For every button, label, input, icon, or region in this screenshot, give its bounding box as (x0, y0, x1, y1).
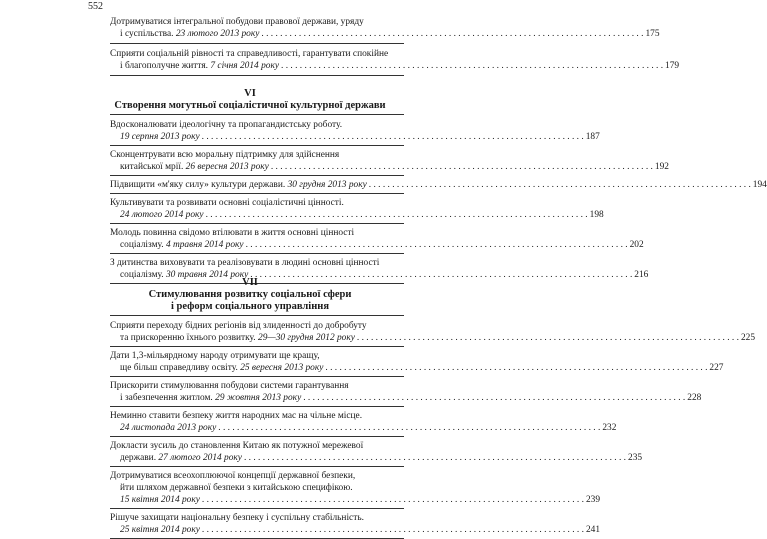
entry-title-line: Сконцентрувати всю моральну підтримку для здійснення (110, 150, 340, 160)
leader-dots: . . . . . . . . . . . . . . . . . . . . . . . . . . . . . . . . . . . . . . . . . . . . . . . . . . . . . . . . . . . . . . . . . . . . . . . . . . . . . . . . . . (270, 162, 653, 172)
entry-title-line: Сприяти соціальній рівності та справедливості, гарантувати спокійне (110, 49, 389, 59)
toc-entry[interactable] (110, 440, 643, 464)
entry-page-number: 228 (687, 393, 702, 403)
page-number: 552 (88, 1, 103, 12)
entry-title-line (120, 494, 200, 506)
leader-dots: . . . . . . . . . . . . . . . . . . . . . . . . . . . . . . . . . . . . . . . . . . . . . . . . . . . . . . . . . . . . . . . . . . . . . . . . . . . . . . . . . . (243, 453, 627, 463)
entry-title-line: соціалізму. 30 травня 2014 року (120, 270, 249, 280)
entry-title-line (120, 422, 216, 434)
entry-date: 15 квітня 2014 року (120, 495, 200, 505)
entry-page-number: 241 (585, 525, 601, 535)
toc-entry[interactable] (110, 380, 702, 404)
toc-entry[interactable] (110, 48, 680, 72)
leader-dots: . . . . . . . . . . . . . . . . . . . . . . . . . . . . . . . . . . . . . . . . . . . . . . . . . . . . . . . . . . . . . . . . . . . . . . . . . . . . . . . . . . (281, 61, 664, 71)
leader-dots: . . . . . . . . . . . . . . . . . . . . . . . . . . . . . . . . . . . . . . . . . . . . . . . . . . . . . . . . . . . . . . . . . . . . . . . . . . . . . . . . . . (201, 495, 584, 505)
entry-title-line: і забезпечення житлом. 29 жовтня 2013 року (120, 393, 302, 403)
entry-page-number: 239 (585, 495, 601, 505)
section-number: VII (242, 277, 258, 288)
entry-title-line: держави. 27 лютого 2014 року (120, 453, 242, 463)
divider (110, 43, 404, 44)
toc-entry[interactable] (110, 320, 755, 344)
leader-dots: . . . . . . . . . . . . . . . . . . . . . . . . . . . . . . . . . . . . . . . . . . . . . . . . . . . . . . . . . . . . . . . . . . . . . . . . . . . . . . . . . . (356, 333, 739, 343)
entry-title-line: Підвищити «м'яку силу» культури держави. 30 грудня 2013 року (110, 180, 367, 190)
leader-dots: . . . . . . . . . . . . . . . . . . . . . . . . . . . . . . . . . . . . . . . . . . . . . . . . . . . . . . . . . . . . . . . . . . . . . . . . . . . . . . . . . . (325, 363, 708, 373)
toc-entry[interactable] (110, 149, 669, 173)
leader-dots: . . . . . . . . . . . . . . . . . . . . . . . . . . . . . . . . . . . . . . . . . . . . . . . . . . . . . . . . . . . . . . . . . . . . . . . . . . . . . . . . . . (205, 210, 588, 220)
entry-title-line: Докласти зусиль до становлення Китаю як потужної мережевої (110, 441, 364, 451)
entry-title-line: і суспільства. 23 лютого 2013 року (120, 29, 260, 39)
entry-title-line: Сприяти переходу бідних регіонів від злиденності до добробуту (110, 321, 367, 331)
divider (110, 508, 404, 509)
entry-title-line: Дотримуватися всеохоплюючої концепції державної безпеки, (110, 471, 356, 481)
section-title: Стимулювання розвитку соціальної сфери (148, 289, 352, 300)
entry-title-line: йти шляхом державної безпеки з китайською специфікою. (120, 483, 353, 493)
entry-title-line: і благополучне життя. 7 січня 2014 року (120, 61, 280, 71)
toc-entry[interactable] (110, 410, 617, 434)
entry-date: 27 лютого 2014 року (158, 453, 242, 463)
divider (110, 145, 404, 146)
entry-title-line: Молодь повинна свідомо втілювати в життя основні цінності (110, 228, 355, 238)
toc-entry[interactable] (110, 512, 601, 536)
entry-page-number: 232 (602, 423, 617, 433)
entry-page-number: 175 (645, 29, 660, 39)
entry-date: 19 серпня 2013 року (120, 132, 200, 142)
entry-date: 29—30 грудня 2012 року (258, 333, 355, 343)
toc-entry[interactable] (110, 119, 600, 143)
entry-date: 30 травня 2014 року (165, 270, 249, 280)
leader-dots: . . . . . . . . . . . . . . . . . . . . . . . . . . . . . . . . . . . . . . . . . . . . . . . . . . . . . . . . . . . . . . . . . . . . . . . . . . . . . . . . . . (261, 29, 644, 39)
divider (110, 315, 404, 316)
entry-date: 26 вересня 2013 року (185, 162, 269, 172)
entry-page-number: 187 (585, 132, 600, 142)
entry-title-line: китайської мрії. 26 вересня 2013 року (120, 162, 269, 172)
divider (110, 114, 404, 115)
section-title: Створення могутньої соціалістичної культурної держави (114, 100, 386, 111)
entry-page-number: 202 (629, 240, 644, 250)
section-title: і реформ соціального управління (171, 301, 329, 312)
toc-entry[interactable] (110, 179, 767, 191)
entry-title-line (120, 131, 200, 143)
entry-page-number: 216 (634, 270, 649, 280)
entry-date: 25 квітня 2014 року (120, 525, 200, 535)
leader-dots: . . . . . . . . . . . . . . . . . . . . . . . . . . . . . . . . . . . . . . . . . . . . . . . . . . . . . . . . . . . . . . . . . . . . . . . . . . . . . . . . . . (250, 270, 633, 280)
entry-date: 24 листопада 2013 року (120, 423, 217, 433)
leader-dots: . . . . . . . . . . . . . . . . . . . . . . . . . . . . . . . . . . . . . . . . . . . . . . . . . . . . . . . . . . . . . . . . . . . . . . . . . . . . . . . . . . (245, 240, 628, 250)
divider (110, 75, 404, 76)
divider (110, 175, 404, 176)
entry-date: 24 лютого 2014 року (120, 210, 204, 220)
entry-page-number: 235 (628, 453, 643, 463)
leader-dots: . . . . . . . . . . . . . . . . . . . . . . . . . . . . . . . . . . . . . . . . . . . . . . . . . . . . . . . . . . . . . . . . . . . . . . . . . . . . . . . . . . (368, 180, 751, 190)
divider (110, 223, 404, 224)
toc-entry[interactable] (110, 470, 601, 506)
divider (110, 466, 404, 467)
divider (110, 346, 404, 347)
entry-title-line: Культивувати та розвивати основні соціалістичні цінності. (110, 198, 344, 208)
entry-page-number: 227 (709, 363, 724, 373)
entry-title-line: З дитинства виховувати та реалізовувати в людині основні цінності (110, 258, 380, 268)
entry-date: 25 вересня 2013 року (240, 363, 324, 373)
toc-entry[interactable] (110, 350, 724, 374)
toc-entry[interactable] (110, 227, 644, 251)
entry-title-line: Неминно ставити безпеку життя народних мас на чільне місце. (110, 411, 363, 421)
leader-dots: . . . . . . . . . . . . . . . . . . . . . . . . . . . . . . . . . . . . . . . . . . . . . . . . . . . . . . . . . . . . . . . . . . . . . . . . . . . . . . . . . . (201, 132, 584, 142)
entry-title-line: ще більш справедливу освіту. 25 вересня 2013 року (120, 363, 324, 373)
entry-date: 30 грудня 2013 року (287, 180, 367, 190)
entry-date: 4 травня 2014 року (165, 240, 244, 250)
entry-title-line: Прискорити стимулювання побудови системи гарантування (110, 381, 349, 391)
entry-date: 7 січня 2014 року (210, 61, 280, 71)
divider (110, 406, 404, 407)
section-number: VI (244, 88, 256, 99)
entry-date: 29 жовтня 2013 року (215, 393, 302, 403)
leader-dots: . . . . . . . . . . . . . . . . . . . . . . . . . . . . . . . . . . . . . . . . . . . . . . . . . . . . . . . . . . . . . . . . . . . . . . . . . . . . . . . . . . (218, 423, 601, 433)
entry-date: 23 лютого 2013 року (175, 29, 260, 39)
entry-title-line: Рішуче захищати національну безпеку і суспільну стабільність. (110, 513, 364, 523)
divider (110, 376, 404, 377)
divider (110, 436, 404, 437)
entry-title-line: Дотримуватися інтегральної побудови правової держави, уряду (110, 17, 364, 27)
entry-page-number: 225 (740, 333, 755, 343)
entry-title-line: Дати 1,3-мільярдному народу отримувати ще кращу, (110, 351, 320, 361)
divider (110, 253, 404, 254)
leader-dots: . . . . . . . . . . . . . . . . . . . . . . . . . . . . . . . . . . . . . . . . . . . . . . . . . . . . . . . . . . . . . . . . . . . . . . . . . . . . . . . . . . (303, 393, 686, 403)
entry-page-number: 198 (589, 210, 604, 220)
entry-title-line (120, 524, 200, 536)
entry-title-line (120, 209, 204, 221)
divider (110, 193, 404, 194)
toc-entry[interactable] (110, 16, 660, 40)
leader-dots: . . . . . . . . . . . . . . . . . . . . . . . . . . . . . . . . . . . . . . . . . . . . . . . . . . . . . . . . . . . . . . . . . . . . . . . . . . . . . . . . . . (201, 525, 584, 535)
entry-page-number: 192 (654, 162, 669, 172)
entry-page-number: 194 (752, 180, 767, 190)
entry-page-number: 179 (665, 61, 680, 71)
entry-title-line: соціалізму. 4 травня 2014 року (120, 240, 244, 250)
entry-title-line: та прискоренню їхнього розвитку. 29—30 грудня 2012 року (120, 333, 355, 343)
entry-title-line: Вдосконалювати ідеологічну та пропагандистську роботу. (110, 120, 343, 130)
toc-entry[interactable] (110, 197, 604, 221)
